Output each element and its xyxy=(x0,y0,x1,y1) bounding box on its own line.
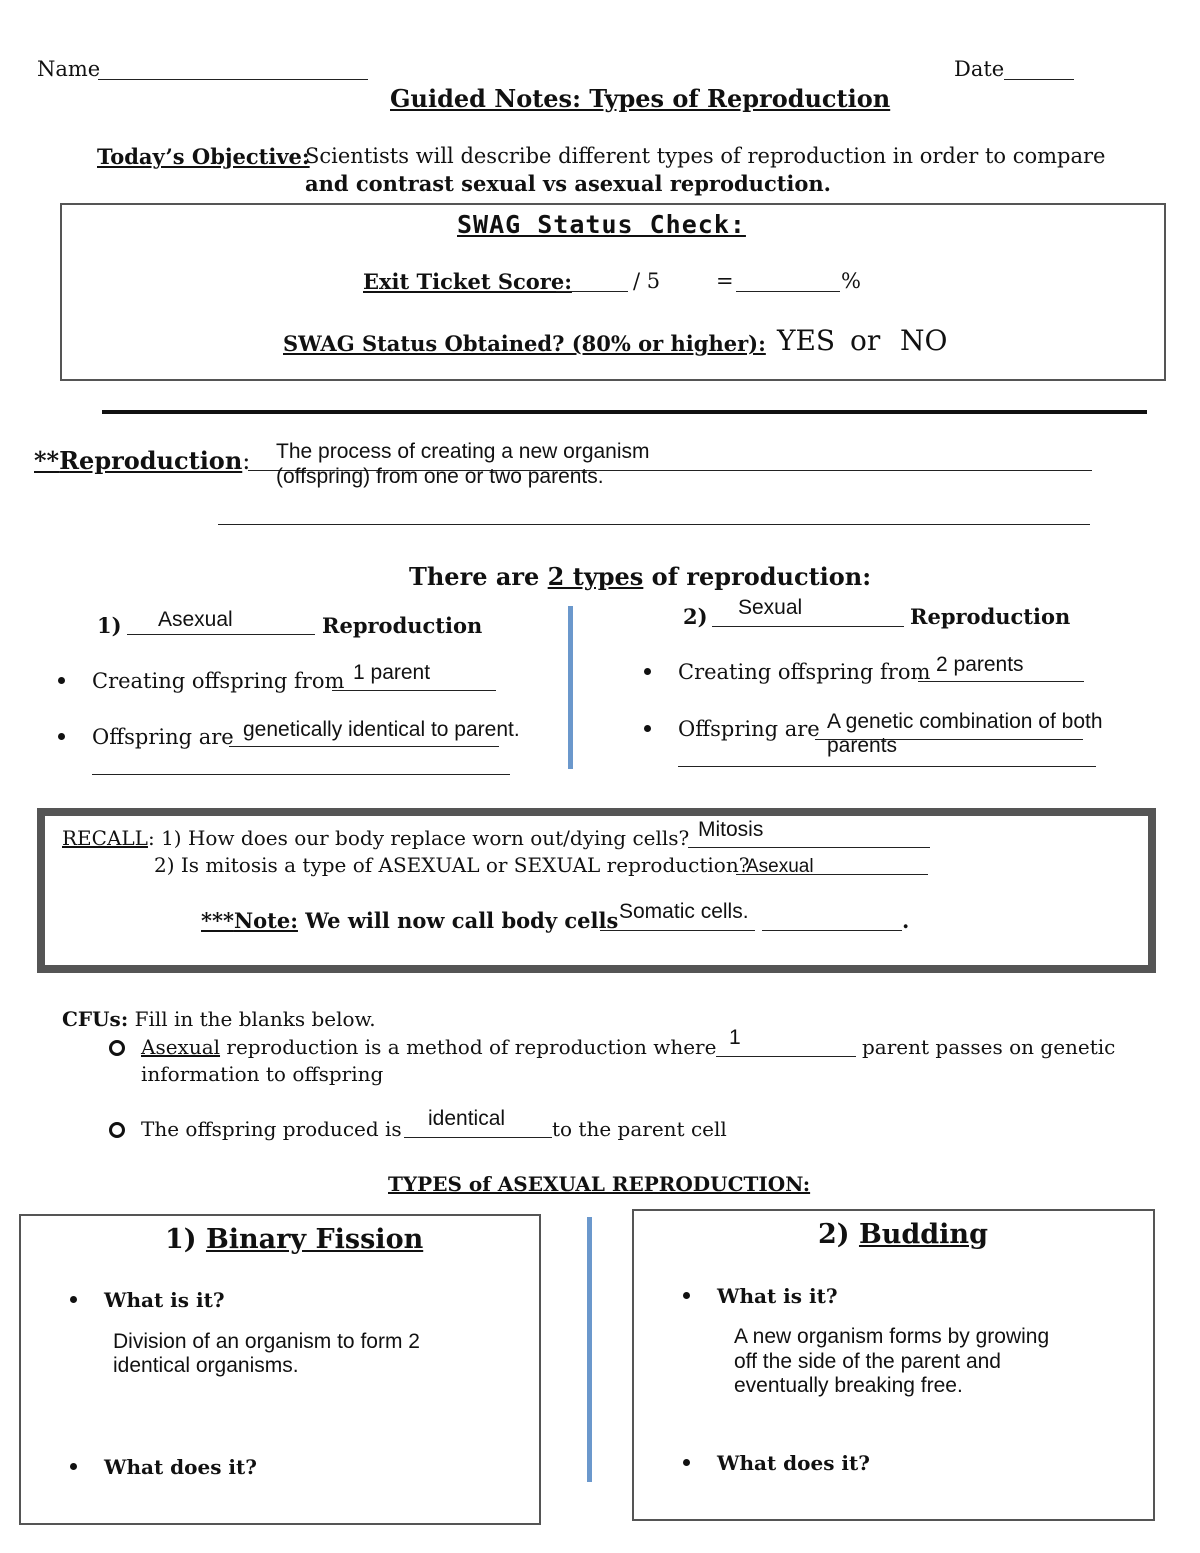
recall-note-field-2[interactable] xyxy=(762,930,902,931)
box1-q2: What does it? xyxy=(104,1455,257,1479)
type1-suffix: Reproduction xyxy=(322,613,483,638)
box2-q1: What is it? xyxy=(717,1284,838,1308)
cfu-item2: The offspring produced is xyxy=(141,1117,402,1141)
swag-title: SWAG Status Check: xyxy=(457,210,746,239)
type1-b1-label: Creating offspring from xyxy=(92,669,345,693)
circle-bullet xyxy=(109,1040,125,1056)
cfu-item2-field[interactable] xyxy=(404,1137,552,1138)
type1-b2-field-1[interactable] xyxy=(229,746,499,747)
yes-option[interactable]: YES xyxy=(777,324,836,357)
no-option[interactable]: NO xyxy=(900,324,948,357)
box2-a1-line1: A new organism forms by growing xyxy=(734,1325,1050,1348)
box2-q2: What does it? xyxy=(717,1451,870,1475)
type2-b2-label: Offspring are xyxy=(678,717,820,741)
circle-bullet xyxy=(109,1122,125,1138)
recall-note: ***Note: We will now call body cells xyxy=(201,908,619,933)
type1-b2-field-2[interactable] xyxy=(92,774,510,775)
type1-b2-answer: genetically identical to parent. xyxy=(243,718,520,741)
name-label: Name xyxy=(37,57,101,81)
box1-q1: What is it? xyxy=(104,1288,225,1312)
recall-a1-answer: Mitosis xyxy=(698,818,764,841)
type1-b1-answer: 1 parent xyxy=(353,661,431,684)
bullet xyxy=(58,677,65,684)
recall-q1: RECALL: 1) How does our body replace worn out/dying cells? xyxy=(62,826,690,850)
cfu-item1-answer: 1 xyxy=(729,1026,741,1049)
box1-a1-line1: Division of an organism to form 2 xyxy=(113,1330,420,1353)
cfu-heading: CFUs: Fill in the blanks below. xyxy=(62,1007,376,1031)
reproduction-answer-line2: (offspring) from one or two parents. xyxy=(276,465,604,488)
bullet xyxy=(644,725,651,732)
cfu-item2-answer: identical xyxy=(428,1107,506,1130)
recall-a1-field[interactable] xyxy=(688,847,930,848)
bullet xyxy=(70,1296,77,1303)
bullet xyxy=(644,668,651,675)
bullet xyxy=(58,733,65,740)
type1-answer: Asexual xyxy=(158,608,233,631)
type2-b1-label: Creating offspring from xyxy=(678,660,931,684)
types-heading: There are 2 types of reproduction: xyxy=(409,562,872,591)
box1-title: 1) Binary Fission xyxy=(165,1224,424,1255)
objective-line1: Scientists will describe different types of reproduction in order to compare xyxy=(305,144,1106,168)
reproduction-label: **Reproduction: xyxy=(34,446,251,475)
type2-b1-answer: 2 parents xyxy=(936,653,1024,676)
cfu-item1-line2: information to offspring xyxy=(141,1062,384,1086)
bullet xyxy=(683,1292,690,1299)
type2-b1-field[interactable] xyxy=(918,681,1084,682)
asexual-types-heading: TYPES of ASEXUAL REPRODUCTION: xyxy=(388,1172,811,1196)
type2-b2-answer-line2: parents xyxy=(827,734,898,757)
type2-field[interactable] xyxy=(712,626,904,627)
section-divider xyxy=(102,410,1147,414)
reproduction-line-2[interactable] xyxy=(218,524,1090,525)
reproduction-answer-line1: The process of creating a new organism xyxy=(276,440,650,463)
objective-label: Today’s Objective: xyxy=(97,144,310,169)
box2-title: 2) Budding xyxy=(818,1219,988,1250)
cfu-item1-field[interactable] xyxy=(716,1056,856,1057)
box2-a1-line2: off the side of the parent and xyxy=(734,1350,1001,1373)
swag-obtained-label: SWAG Status Obtained? (80% or higher): xyxy=(283,331,766,356)
exit-equals: = xyxy=(716,269,734,293)
percent-sign: % xyxy=(841,269,861,293)
cfu-item1-end: parent passes on genetic xyxy=(862,1035,1116,1059)
boxes-divider xyxy=(587,1217,592,1482)
bullet xyxy=(70,1463,77,1470)
or-text: or xyxy=(850,324,881,357)
percent-field[interactable] xyxy=(736,291,840,292)
page-title: Guided Notes: Types of Reproduction xyxy=(390,84,891,113)
exit-out-of: / 5 xyxy=(633,269,661,293)
recall-note-field-1[interactable] xyxy=(600,930,755,931)
exit-score-field[interactable] xyxy=(556,291,628,292)
date-label: Date xyxy=(954,57,1005,81)
date-field[interactable] xyxy=(1004,79,1074,80)
box1-a1-line2: identical organisms. xyxy=(113,1354,299,1377)
type1-number: 1) xyxy=(97,613,122,638)
bullet xyxy=(683,1459,690,1466)
type2-answer: Sexual xyxy=(738,596,803,619)
box2-a1-line3: eventually breaking free. xyxy=(734,1374,963,1397)
recall-note-end: . xyxy=(902,908,910,933)
type2-number: 2) xyxy=(683,604,708,629)
type2-suffix: Reproduction xyxy=(910,604,1071,629)
name-field[interactable] xyxy=(98,79,368,80)
type2-b2-field-2[interactable] xyxy=(678,766,1096,767)
type2-b2-answer-line1: A genetic combination of both xyxy=(827,710,1103,733)
column-divider xyxy=(568,606,573,769)
type1-field[interactable] xyxy=(127,634,315,635)
cfu-item1: Asexual reproduction is a method of reproduction where xyxy=(141,1035,717,1059)
type1-b1-field[interactable] xyxy=(332,690,496,691)
type1-b2-label: Offspring are xyxy=(92,725,234,749)
exit-ticket-label: Exit Ticket Score: xyxy=(363,269,572,294)
recall-a2-answer: Asexual xyxy=(746,856,814,877)
recall-note-answer: Somatic cells. xyxy=(619,900,749,923)
recall-q2: 2) Is mitosis a type of ASEXUAL or SEXUAL reproduction? xyxy=(154,853,750,877)
objective-line2: and contrast sexual vs asexual reproduction. xyxy=(305,171,831,196)
cfu-item2-end: to the parent cell xyxy=(552,1117,727,1141)
